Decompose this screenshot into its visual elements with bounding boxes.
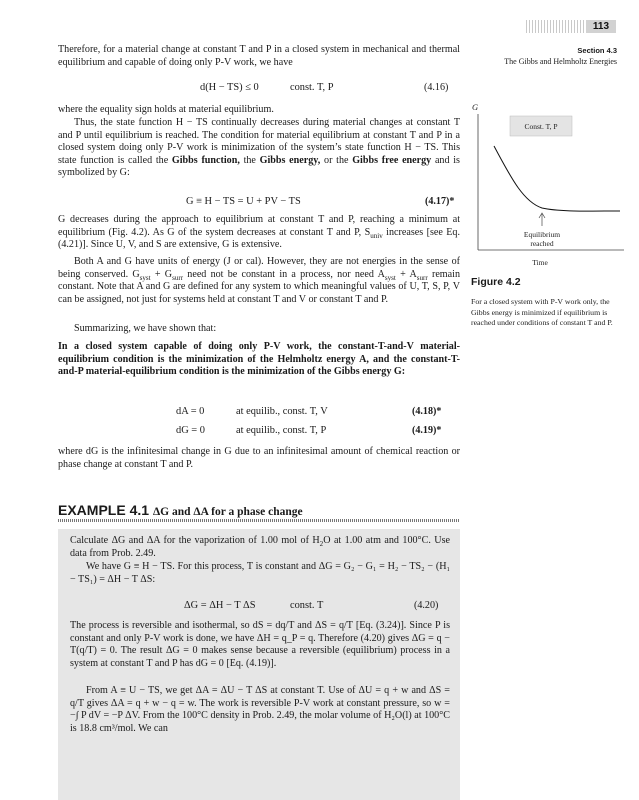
section-title: The Gibbs and Helmholtz Energies — [504, 57, 617, 66]
example-solution-2: The process is reversible and isothermal, so dS = dq/T and ΔS = q/T [Eq. (3.24)]. Since P is constant and only P-V work is done, we have ΔH = q_P = q. Therefore (4.20) gives ΔG = q − T(q/T) = 0. The result ΔG = 0 makes sense because a reversible (equilibrium) process in a system at constant T and P has dG = 0 [Eq. (4.19)]. — [70, 620, 450, 669]
section-label: Section 4.3 — [577, 46, 617, 55]
decorative-stripes — [526, 20, 588, 33]
equation-4-19-number: (4.19)* — [412, 425, 442, 436]
example-solution-1: We have G ≡ H − TS. For this process, T is constant and ΔG = G₂ − G₁ = H₂ − TS₂ − (H₁ − TS₁) = ΔH − T ΔS: — [70, 561, 450, 585]
equation-4-18: dA = 0 — [176, 406, 205, 417]
equation-4-20-condition: const. T — [290, 600, 324, 611]
example-solution-3: From A ≡ U − TS, we get ΔA = ΔU − T ΔS at constant T. Use of ΔU = q + w and ΔS = q/T gives ΔA = q + w − q = w. The work is reversible P-V work at constant pressure, so w = −∫ P dV = −P ΔV. From the 100°C density in Prob. 2.49, the molar volume of H₂O(l) at 100°C is 18.8 cm³/mol. We can — [70, 685, 450, 734]
equation-4-20: ΔG = ΔH − T ΔS — [184, 600, 256, 611]
example-rule — [58, 519, 460, 522]
equation-4-16-number: (4.16) — [424, 82, 449, 93]
example-question: Calculate ΔG and ΔA for the vaporization of 1.00 mol of $H_2O$ at 1.00 atm and 100°C. Use data from Prob. 2.49. — [70, 535, 450, 559]
annotation-line-1: Equilibrium — [523, 230, 561, 239]
condition-label: Const. T, P — [524, 122, 558, 131]
paragraph-units: Both A and G have units of energy (J or cal). However, they are not energies in the sense of being conserved. $G_{syst} + G_{surr}$ need not be constant in a process, nor need $A_{syst} + A_{surr}$ remain constant. Note that A and G are defined for any system to which meaningful values of U, T, S, P, V can be assigned, not just for systems held at constant T and V or constant T and P. — [58, 256, 460, 305]
example-number: 4.1 — [129, 502, 150, 518]
example-heading — [58, 502, 303, 518]
equation-4-17-number: (4.17)* — [425, 196, 455, 207]
page-number-bar — [526, 20, 616, 33]
paragraph-gibbs-definition: Thus, the state function H − TS continually decreases during material changes at constant T and P until equilibrium is reached. The condition for material equilibrium at constant T and P in a closed system doing only P-V work is minimization of the system’s state function H − TS. This state function is called the Gibbs function, the Gibbs energy, or the Gibbs free energy and is symbolized by G: — [58, 117, 460, 179]
equation-4-20-number: (4.20) — [414, 600, 439, 611]
equation-4-19-condition: at equilib., const. T, P — [236, 425, 327, 436]
figure-caption-title: Figure 4.2 — [471, 276, 521, 288]
paragraph-dg-definition: where dG is the infinitesimal change in G due to an infinitesimal amount of chemical reaction or phase change at constant T and P. — [58, 446, 460, 470]
equation-4-19: dG = 0 — [176, 425, 205, 436]
example-label: EXAMPLE — [58, 502, 126, 518]
page-number: 113 — [586, 20, 616, 33]
equation-4-18-number: (4.18)* — [412, 406, 442, 417]
paragraph-equality: where the equality sign holds at material equilibrium. — [58, 104, 274, 115]
annotation-line-2: reached — [530, 239, 554, 248]
y-axis-label: G — [472, 102, 479, 112]
equation-4-16: d(H − TS) ≤ 0 — [200, 82, 259, 93]
example-title: ΔG and ΔA for a phase change — [152, 506, 303, 518]
equation-4-18-condition: at equilib., const. T, V — [236, 406, 328, 417]
figure-caption-text: For a closed system with P-V work only, the Gibbs energy is minimized if equilibrium is reached under conditions of constant T and P. — [471, 297, 613, 328]
figure-4-2 — [470, 98, 630, 270]
equation-4-17: G ≡ H − TS = U + PV − TS — [186, 196, 301, 207]
paragraph-g-decreases: G decreases during the approach to equilibrium at constant T and P, reaching a minimum at equilibrium (Fig. 4.2). As G of the system decreases at constant T and P, $S_{univ}$ increases [see Eq. (4.21)]. Since U, V, and S are extensive, G is extensive. — [58, 214, 460, 251]
gibbs-curve — [494, 146, 620, 211]
paragraph-key-result: In a closed system capable of doing only P-V work, the constant-T-and-V material-equilibrium condition is the minimization of the Helmholtz energy A, and the constant-T-and-P material-equilibrium condition is the minimization of the Gibbs energy G: — [58, 341, 460, 378]
paragraph-summary: Summarizing, we have shown that: — [74, 323, 217, 334]
equation-4-16-condition: const. T, P — [290, 82, 334, 93]
x-axis-label: Time — [532, 258, 548, 267]
paragraph-intro: Therefore, for a material change at constant T and P in a closed system in mechanical and thermal equilibrium and capable of doing only P-V work, we have — [58, 44, 460, 68]
